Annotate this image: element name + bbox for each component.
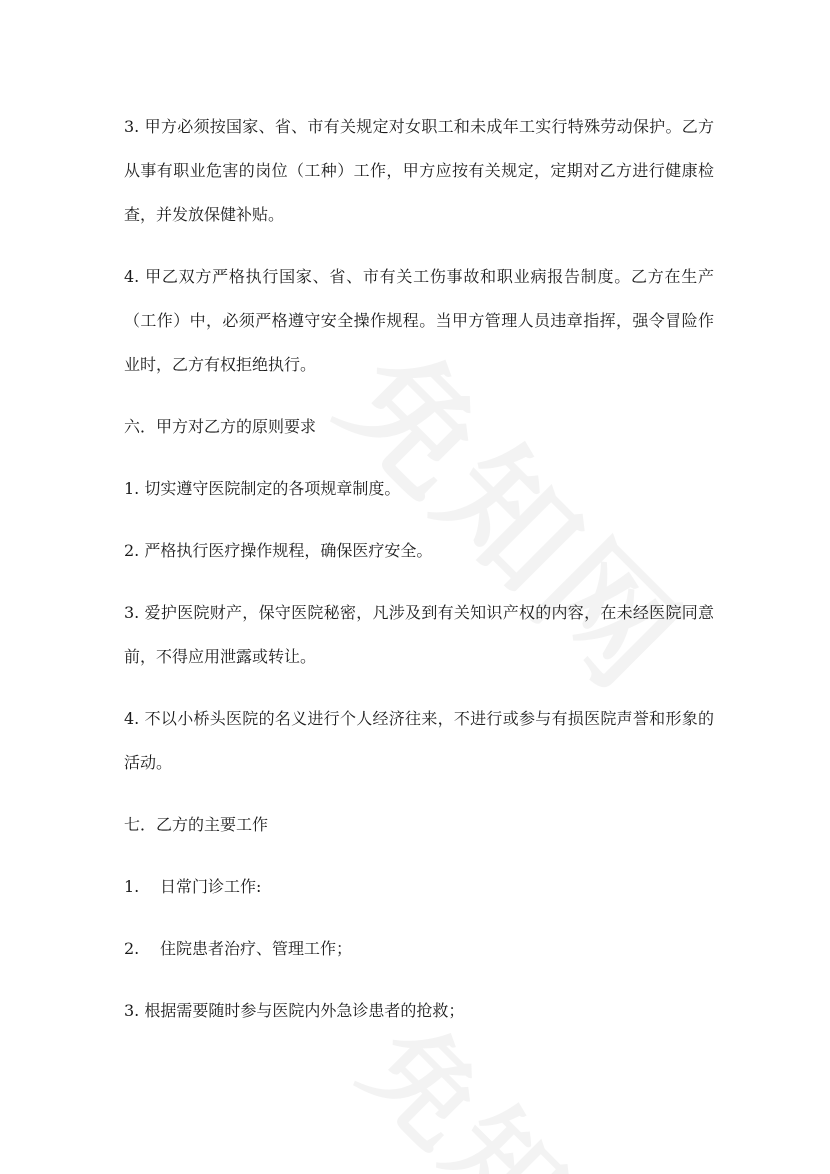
section-6-item xyxy=(124,467,714,511)
item-text: 切实遵守医院制定的各项规章制度。 xyxy=(144,479,401,498)
paragraph-3 xyxy=(124,105,714,237)
section-6-item xyxy=(124,591,714,679)
item-number: 3. xyxy=(124,603,140,622)
paragraph-4 xyxy=(124,255,714,387)
paragraph-number: 4. xyxy=(124,267,140,286)
item-number: 4. xyxy=(124,709,140,728)
item-text: 不以小桥头医院的名义进行个人经济往来，不进行或参与有损医院声誉和形象的活动。 xyxy=(124,709,714,772)
paragraph-text: 甲方必须按国家、省、市有关规定对女职工和未成年工实行特殊劳动保护。乙方从事有职业危害的岗位（工种）工作，甲方应按有关规定，定期对乙方进行健康检查，并发放保健补贴。 xyxy=(124,117,714,224)
item-text: 爱护医院财产，保守医院秘密，凡涉及到有关知识产权的内容，在未经医院同意前，不得应用泄露或转让。 xyxy=(124,603,714,666)
section-7-item xyxy=(124,927,714,971)
item-number: 2. xyxy=(124,939,140,958)
item-number: 1. xyxy=(124,877,140,896)
section-6-item xyxy=(124,697,714,785)
section-7-item xyxy=(124,989,714,1033)
item-number: 1. xyxy=(124,479,140,498)
paragraph-text: 甲乙双方严格执行国家、省、市有关工伤事故和职业病报告制度。乙方在生产（工作）中，必须严格遵守安全操作规程。当甲方管理人员违章指挥，强令冒险作业时，乙方有权拒绝执行。 xyxy=(124,267,714,374)
item-text: 日常门诊工作: xyxy=(160,877,262,896)
section-6-item xyxy=(124,529,714,573)
document-body xyxy=(124,105,714,1051)
item-number: 2. xyxy=(124,541,140,560)
item-text: 住院患者治疗、管理工作； xyxy=(160,939,353,958)
section-7-heading: 七．乙方的主要工作 xyxy=(124,815,269,834)
item-text: 严格执行医疗操作规程，确保医疗安全。 xyxy=(144,541,433,560)
section-6-heading: 六．甲方对乙方的原则要求 xyxy=(124,417,317,436)
section-7-item xyxy=(124,865,714,909)
paragraph-number: 3. xyxy=(124,117,140,136)
item-number: 3. xyxy=(124,1001,140,1020)
item-text: 根据需要随时参与医院内外急诊患者的抢救； xyxy=(144,1001,465,1020)
